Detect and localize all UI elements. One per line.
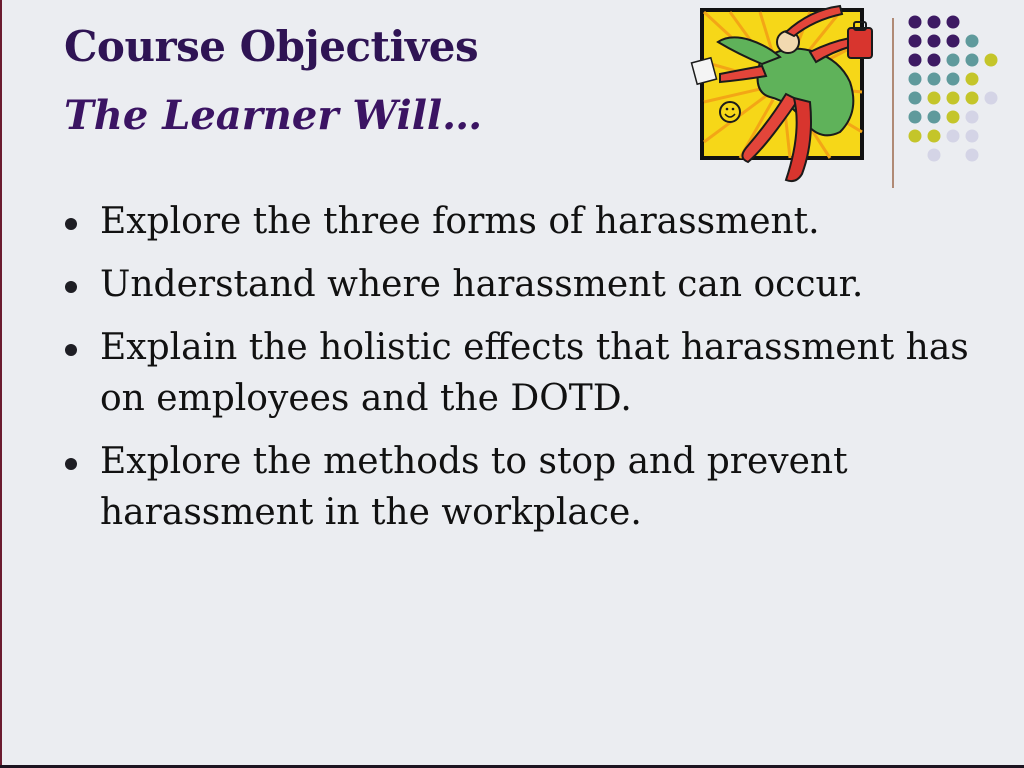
decorative-dot-grid	[904, 12, 1014, 162]
running-businessman-clipart-icon	[690, 2, 880, 188]
decorative-dot	[928, 35, 941, 48]
objective-text: Understand where harassment can occur.	[100, 264, 864, 305]
objective-text: Explore the three forms of harassment.	[100, 201, 820, 242]
decorative-dot	[966, 92, 979, 105]
objective-text: Explore the methods to stop and prevent harassment in the workplace.	[100, 441, 848, 533]
slide-subtitle: The Learner Will…	[64, 92, 483, 139]
decorative-dot	[966, 35, 979, 48]
decorative-dot	[909, 92, 922, 105]
decorative-dot	[928, 149, 941, 162]
objective-text: Explain the holistic effects that harassment has on employees and the DOTD.	[100, 327, 969, 419]
decorative-dot	[928, 92, 941, 105]
decorative-dot	[909, 73, 922, 86]
objective-item	[60, 259, 1000, 310]
objective-item	[60, 322, 1000, 424]
decorative-dot	[909, 111, 922, 124]
decorative-dot	[985, 92, 998, 105]
decorative-dot	[966, 54, 979, 67]
decorative-dot	[966, 73, 979, 86]
objective-item	[60, 196, 1000, 247]
decorative-dot	[928, 73, 941, 86]
decorative-dot	[909, 16, 922, 29]
decorative-dot	[947, 54, 960, 67]
decorative-dot	[909, 54, 922, 67]
objectives-list	[60, 196, 1000, 550]
decorative-dot	[928, 130, 941, 143]
slide-title: Course Objectives	[64, 22, 479, 71]
decorative-dot	[947, 16, 960, 29]
bullet-icon	[65, 458, 77, 470]
decorative-dot	[947, 111, 960, 124]
decorative-dot	[928, 111, 941, 124]
decorative-dot	[947, 92, 960, 105]
decorative-dot	[928, 54, 941, 67]
bullet-icon	[65, 218, 77, 230]
decorative-dot	[928, 16, 941, 29]
decorative-dot	[985, 54, 998, 67]
header-divider-line	[892, 18, 894, 188]
bullet-icon	[65, 281, 77, 293]
decorative-dot	[947, 73, 960, 86]
decorative-dot	[947, 130, 960, 143]
decorative-dot	[966, 149, 979, 162]
decorative-dot	[909, 130, 922, 143]
decorative-dot	[966, 130, 979, 143]
decorative-dot	[947, 35, 960, 48]
objective-item	[60, 436, 1000, 538]
decorative-dot	[909, 35, 922, 48]
bullet-icon	[65, 344, 77, 356]
decorative-dot	[966, 111, 979, 124]
slide-left-edge	[0, 0, 2, 768]
